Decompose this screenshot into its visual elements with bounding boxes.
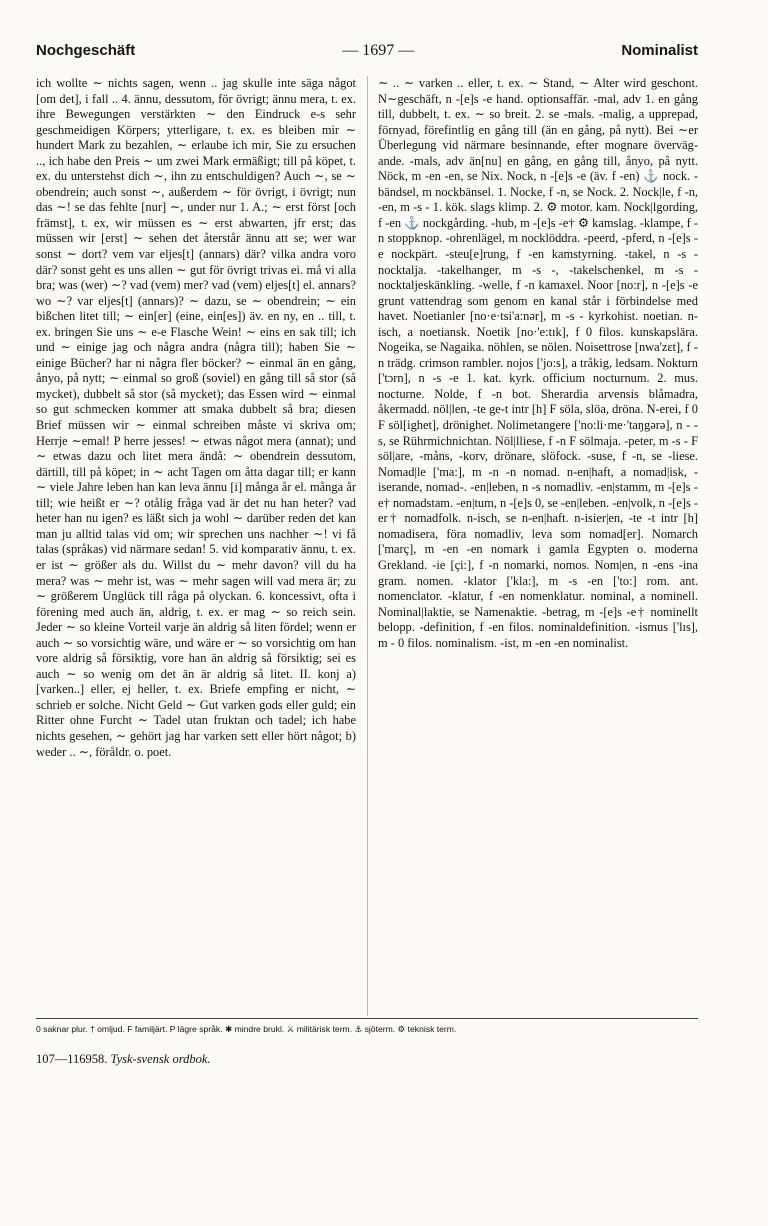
running-header <box>36 42 698 66</box>
printer-imprint <box>36 1052 211 1067</box>
right-column <box>378 76 698 1016</box>
header-last-word: Nominalist <box>621 42 698 59</box>
imprint-number: 107—116958. <box>36 1052 108 1066</box>
column-divider <box>367 76 368 1016</box>
abbreviation-legend: 0 saknar plur. † omljud. F familjärt. P lägre språk. ✱ mindre brukl. ⚔ militärisk term. ⚓ sjöterm. ⚙ teknisk term. <box>36 1024 457 1034</box>
dictionary-page <box>36 42 698 1192</box>
left-column <box>36 76 356 1016</box>
footer-rule <box>36 1018 698 1019</box>
imprint-title: Tysk-svensk ordbok. <box>110 1052 211 1066</box>
entry-columns <box>36 76 698 1016</box>
page-number: — 1697 — <box>342 42 415 59</box>
right-column-text: ∼ .. ∼ varken .. eller, t. ex. ∼ Stand, ∼ Alter wird geschont. N∼geschäft, n -[e]s -e hand. optionsaffär. -mal, adv 1. en gång till, dubbelt, t. ex. ∼ so breit. 2. se -mals. -malig, a upprepad, förnyad, förefintlig en gång till (än en gång, på nytt). Bei ∼er Überlegung vid närmare besinnande, efter mognare övervägande. -mals, adv än[nu] en gång, en gång till, ånyo, på nytt. Nöck, m -en -en, se Nix. Nock, n -[e]s -e (äv. f -en) ⚓ nock. -bändsel, m nockbänsel. 1. Nocke, f -n, se Nock. 2. Nock|le, f -n, -en, m -s - 1. kök. slags klimp. 2. ⚙ motor. kam. Nock|lgording, f -en ⚓ nockgårding. -hub, m -[e]s -e† ⚙ kamslag. -klampe, f -n stoppknop. -ohrenlägel, m nocklöddra. -peerd, -pferd, n -[e]s -e nockpärt. -steu[e]rung, f -en kamstyrning. -takel, n -s - nocktalja. -takelhanger, m -s -, -takelschenkel, m -s - nocktaljeskänkling. -welle, f -n kamaxel. Noor [no:r], n -[e]s -e grunt vattendrag som genom en kanal står i förbindelse med havet. Noetianler [no·e·tsi'a:nər], m -s - kyrkohist. noetian. n-isch, a noetiansk. Noetik [no·'e:tɪk], f 0 filos. kunskapslära. Nogeika, se Nagaika. nöhlen, se nölen. Noisettrose [nwa'zɛt], f -n trädg. crimson rambler. nojos ['jo:s], a tråkig, ledsam. Nokturn ['tɔrn], n -s -e 1. kat. kyrk. officium nocturnum. 2. mus. nocturne. Nolde, f -n bot. Sherardia arvensis blåmadra, åkermadd. nöl|len, -te ge-t intr [h] F söla, slöa, dröna. N-erei, f 0 F söl[ighet], drönighet. Nolimetangere ['no:li·me·'taŋgərə], n - -s, se Rührmichnichtan. Nöl|lliese, f -n F sölmaja. -peter, m -s - F söl|are, -måns, -korv, drönare, slöfock. -suse, f -n, se -liese. Nomad|le ['ma:], m -n -n nomad. n-en|haft, a nomad|isk, -iserande, nomad-. -en|leben, n -s nomadliv. -en|stamm, m -[e]s -e† nomadstam. -en|tum, n -[e]s 0, se -en|leben. -en|volk, n -[e]s -er† nomadfolk. n-isch, se n-en|haft. n-isier|en, -te -t intr [h] nomadisera, föra nomadliv, leva som nomad[er]. Nomarch ['març], m -en -en nomark i gamla Egypten o. moderna Grekland. -ie [çi:], f -n nomarki, nomos. Nom|en, n -ens -ina gram. nomen. -klator ['kla:], m -s -en ['to:] rom. ant. nomenclator. -klatur, f -en nomenklatur. nominal, a nominell. Nominal|laktie, se Namenaktie. -betrag, m -[e]s -e† nominellt belopp. -definition, f -en filos. nominaldefinition. -ismus ['lɪs], m - 0 filos. nominalism. -ist, m -en -en nominalist. <box>378 76 698 650</box>
header-first-word: Nochgeschäft <box>36 42 136 59</box>
left-column-text: ich wollte ∼ nichts sagen, wenn .. jag skulle inte säga något [om det], i fall .. 4. ännu, dessutom, för övrigt; ännu mera, t. ex. ihre Bewegungen verstärkten ∼ den Eindruck e-s sehr geschmeidigen Körpers; ytterligare, t. ex. es bleiben mir ∼ hundert Mark zu bezahlen, ∼ erlaube ich mir, Sie zu ersuchen .., ich habe den Preis ∼ um zwei Mark ermäßigt; till på köpet, t. ex. du unterstehst dich ∼, ihn zu entschuldigen? Auch ∼, se ∼ obendrein; auch sonst ∼, außerdem ∼ för övrigt, i övrigt; nun das ∼! se das fehlte [nur] ∼, under nur 1. A.; ∼ erst först [och främst], t. ex, wir müssen es ∼ erst abwarten, jfr erst; das müssen wir [erst] ∼ sehen det återstår ännu att se; wer war sonst ∼ dort? vem var eljes[t] (annars) där? vilka andra voro där? sonst geht es uns allen ∼ gut för övrigt trivas ei. må vi alla bra; was (wer) ∼? vad (vem) mer? vad (vem) eljes[t] el. annars? wo ∼? var eljes[t] (annars)? ∼ dazu, se ∼ obendrein; ∼ ein bißchen litet till; ∼ ein[er] (eine, ein[es]) äv. en ny, en .. till, t. ex. bringen Sie uns ∼ e-e Flasche Wein! ∼ eins en sak till; ich und ∼ einige jag och några andra (några till); haben Sie ∼ einige Bücher? har ni några fler böcker? ∼ einmal än en gång, ånyo, på nytt; ∼ einmal so groß (soviel) en gång till så stor (så mycket), dubbelt så stor (så mycket); das Essen wird ∼ einmal so gut schmecken kommer att smaka dubbelt så bra; diesen Brief müssen wir ∼ einmal schreiben måste vi skriva om; Herrje ∼emal! P herre jesses! ∼ etwas något mera (annat); und ∼ etwas dazu och litet mera ändå: ∼ obendrein dessutom, därtill, till på köpet; in ∼ acht Tagen om åtta dagar till; er kann ∼ viele Jahre leben han kan leva ännu [i] många år el. många år till; wie heißt er ∼? otålig fråga vad är det nu han heter? vad heter han nu igen? es läßt sich ja wohl ∼ darüber reden det kan man ju alltid talas vid om; wir sprechen uns nachher ∼! vi få talas (språkas) vid närmare sedan! 5. vid komparativ ännu, t. ex. er ist ∼ größer als du. Willst du ∼ mehr davon? vill du ha mera? was ∼ mehr ist, was ∼ mehr sagen will vad mera är; zu ∼ größerem Unglück till råga på olyckan. 6. koncessivt, ofta i förening med auch än, aldrig, t. ex. er mag ∼ so reich sein. Jeder ∼ so kleine Vorteil varje än aldrig så liten fördel; wenn er auch ∼ so vorsichtig wäre, und wäre er ∼ so vorsichtig om han vore aldrig så försiktig, vore han än aldrig så försiktig; sei es auch ∼ so wenig om det än är aldrig så litet. II. konj a) [varken..] eller, ej heller, t. ex. Briefe empfing er nicht, ∼ schrieb er solche. Nicht Geld ∼ Gut varken gods eller guld; ein Ritter ohne Furcht ∼ Tadel utan fruktan och tadel; ich habe nichts gesehen, ∼ gehört jag har varken sett eller hört något; b) weder .. ∼, föråldr. o. poet. <box>36 76 356 759</box>
